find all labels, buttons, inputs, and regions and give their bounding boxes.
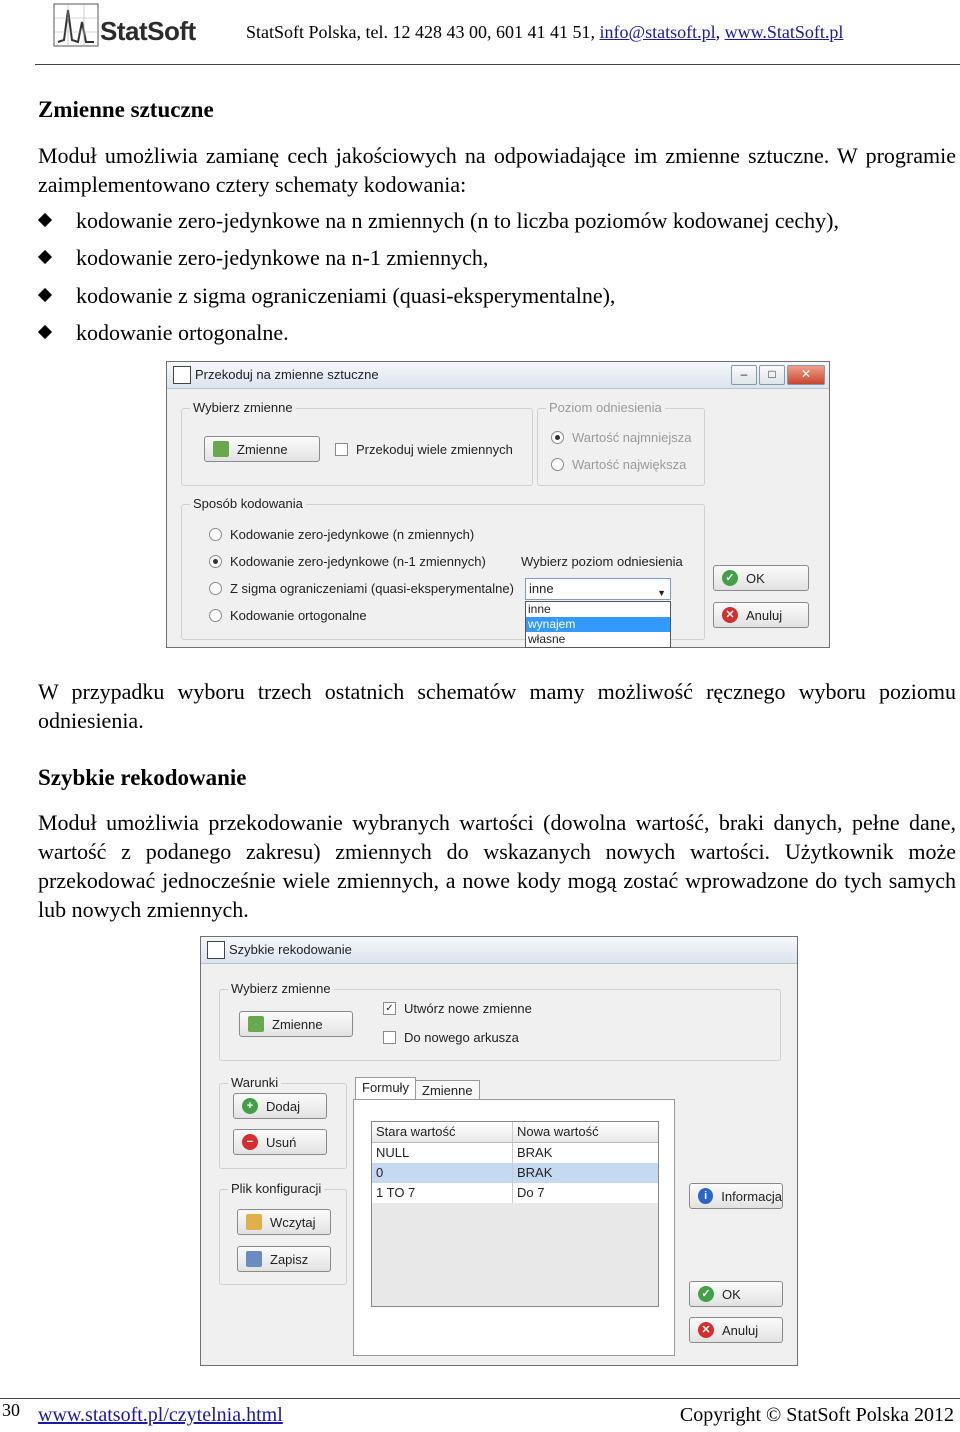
email-link[interactable]: info@statsoft.pl — [599, 22, 716, 42]
dropdown-item[interactable]: inne — [528, 602, 551, 616]
table-cell[interactable]: Do 7 — [517, 1185, 545, 1200]
radio[interactable] — [551, 431, 564, 444]
quick-recode-dialog — [200, 936, 798, 1366]
checkbox-new-sheet[interactable] — [383, 1030, 519, 1045]
recode-table — [371, 1121, 659, 1307]
radio[interactable] — [209, 528, 222, 541]
tab-formulas[interactable]: Formuły — [355, 1077, 416, 1101]
radio-label: Kodowanie zero-jedynkowe (n-1 zmiennych) — [230, 554, 486, 569]
checkbox[interactable] — [383, 1031, 396, 1044]
radio-label: Wartość największa — [572, 457, 687, 472]
information-button[interactable] — [689, 1183, 783, 1209]
radio[interactable] — [209, 609, 222, 622]
button-label: OK — [746, 570, 765, 586]
variables-icon — [213, 441, 229, 457]
radio-coding-sigma[interactable] — [209, 581, 514, 596]
dialog-title: Przekoduj na zmienne sztuczne — [195, 367, 379, 382]
section-heading-dummy-variables: Zmienne sztuczne — [38, 97, 214, 122]
check-icon: ✓ — [698, 1286, 714, 1302]
table-cell[interactable]: BRAK — [517, 1165, 553, 1180]
bullet-item — [40, 318, 289, 347]
check-icon: ✓ — [722, 570, 738, 586]
app-icon — [207, 941, 225, 959]
diamond-bullet-icon — [38, 250, 52, 264]
button-label: Wczytaj — [270, 1214, 316, 1230]
button-label: Anuluj — [722, 1322, 759, 1338]
footer-divider — [0, 1398, 960, 1399]
radio-label: Kodowanie zero-jedynkowe (n zmiennych) — [230, 527, 475, 542]
radio-coding-orthogonal[interactable] — [209, 608, 367, 623]
pick-level-label: Wybierz poziom odniesienia — [521, 554, 683, 569]
maximize-button[interactable]: □ — [759, 365, 785, 385]
group-reference-level — [537, 400, 705, 486]
radio-label: Kodowanie ortogonalne — [230, 608, 367, 623]
info-icon: i — [698, 1188, 713, 1204]
dialog-title: Szybkie rekodowanie — [229, 942, 352, 957]
button-label: Zmienne — [237, 441, 288, 457]
table-cell[interactable]: NULL — [372, 1143, 513, 1163]
page-number: 30 — [2, 1400, 20, 1420]
button-label: Anuluj — [746, 607, 783, 623]
radio-coding-n-1[interactable] — [209, 554, 486, 569]
bullet-text: kodowanie z sigma ograniczeniami (quasi-eksperymentalne), — [76, 283, 616, 308]
button-label: Usuń — [266, 1134, 297, 1150]
column-header[interactable]: Stara wartość — [372, 1122, 513, 1142]
contact-prefix: StatSoft Polska, tel. 12 428 43 00, 601 41 41 51, — [246, 22, 600, 42]
column-header[interactable]: Nowa wartość — [517, 1124, 599, 1139]
floppy-disk-icon — [246, 1251, 262, 1267]
radio[interactable] — [551, 458, 564, 471]
save-button[interactable] — [237, 1246, 331, 1272]
section-heading-quick-recode: Szybkie rekodowanie — [38, 765, 247, 790]
variables-icon — [248, 1016, 264, 1032]
radio[interactable] — [209, 582, 222, 595]
tab-variables[interactable]: Zmienne — [415, 1080, 480, 1101]
group-label: Sposób kodowania — [190, 496, 306, 511]
button-label: OK — [722, 1286, 741, 1302]
combo-value: inne — [529, 581, 554, 596]
checkbox-label: Przekoduj wiele zmiennych — [356, 442, 513, 457]
remove-button[interactable] — [233, 1129, 327, 1155]
bullet-text: kodowanie ortogonalne. — [76, 320, 289, 345]
checkbox[interactable] — [335, 443, 348, 456]
dropdown-item[interactable]: własne — [528, 632, 566, 646]
footer-link[interactable]: www.statsoft.pl/czytelnia.html — [38, 1404, 283, 1426]
bullet-item — [40, 243, 488, 272]
bullet-text: kodowanie zero-jedynkowe na n zmiennych (n to liczba poziomów kodowanej cechy), — [76, 208, 840, 233]
table-row[interactable] — [372, 1143, 658, 1163]
table-cell[interactable]: BRAK — [517, 1145, 553, 1160]
button-label: Dodaj — [266, 1098, 300, 1114]
ok-button[interactable] — [713, 565, 809, 591]
minimize-button[interactable]: – — [731, 365, 757, 385]
plus-icon: + — [242, 1098, 258, 1114]
group-label: Plik konfiguracji — [228, 1181, 324, 1196]
close-button[interactable]: ✕ — [787, 365, 825, 385]
dummy-variables-dialog — [166, 361, 830, 648]
header-divider — [35, 64, 960, 65]
window-buttons — [731, 365, 825, 385]
button-label: Zmienne — [272, 1016, 323, 1032]
dropdown-item-selected[interactable]: wynajem — [526, 617, 670, 632]
radio-label: Z sigma ograniczeniami (quasi-eksperymentalne) — [230, 581, 514, 596]
button-label: Zapisz — [270, 1251, 309, 1267]
table-cell[interactable]: 1 TO 7 — [372, 1183, 513, 1203]
diamond-bullet-icon — [38, 325, 52, 339]
website-link[interactable]: www.StatSoft.pl — [724, 22, 844, 42]
checkbox[interactable]: ✓ — [383, 1002, 396, 1015]
table-row[interactable] — [372, 1183, 658, 1203]
radio-label: Wartość najmniejsza — [572, 430, 692, 445]
checkbox-create-new-vars[interactable] — [383, 1001, 532, 1016]
bullet-item — [40, 206, 839, 235]
checkbox-recode-multiple[interactable] — [335, 442, 513, 457]
section1-intro: Moduł umożliwia zamianę cech jakościowych na odpowiadające im zmienne sztuczne. W programie zaimplementowano cztery schematy kodowania: — [38, 143, 956, 197]
group-label: Wybierz zmienne — [190, 400, 296, 415]
logo-text: StatSoft — [100, 16, 196, 46]
group-label: Poziom odniesienia — [546, 400, 665, 415]
load-button[interactable] — [237, 1209, 331, 1235]
close-icon: ✕ — [698, 1322, 714, 1338]
section2-body: Moduł umożliwia przekodowanie wybranych wartości (dowolna wartość, braki danych, pełne dane, wartość z podanego zakresu) zmiennych do wskazanych nowych wartości. Użytkownik może przekodować jednocześnie wiele zmiennych, a nowe kody mogą zostać wprowadzone do tych samych lub nowych zmiennych. — [38, 810, 956, 922]
radio-coding-n[interactable] — [209, 527, 474, 542]
radio-level-max[interactable] — [551, 457, 686, 472]
app-icon — [173, 366, 191, 384]
checkbox-label: Utwórz nowe zmienne — [404, 1001, 532, 1016]
cancel-button[interactable] — [713, 602, 809, 628]
header-contact — [246, 22, 843, 43]
checkbox-label: Do nowego arkusza — [404, 1030, 519, 1045]
ok-button[interactable] — [689, 1281, 783, 1307]
folder-icon — [246, 1214, 262, 1230]
dialog-titlebar — [167, 362, 829, 389]
minus-icon: − — [242, 1134, 258, 1150]
diamond-bullet-icon — [38, 288, 52, 302]
contact-separator: , — [715, 22, 725, 42]
button-label: Informacja — [721, 1188, 782, 1204]
bullet-item — [40, 281, 615, 310]
add-button[interactable] — [233, 1093, 327, 1119]
variables-button[interactable] — [239, 1011, 353, 1037]
cancel-button[interactable] — [689, 1317, 783, 1343]
radio[interactable] — [209, 555, 222, 568]
table-row-selected[interactable] — [372, 1163, 658, 1183]
variables-button[interactable] — [204, 436, 320, 462]
reference-level-combo[interactable] — [525, 578, 671, 600]
table-header — [372, 1122, 658, 1143]
diamond-bullet-icon — [38, 213, 52, 227]
reference-level-dropdown — [525, 601, 671, 648]
footer-copyright: Copyright © StatSoft Polska 2012 — [679, 1404, 954, 1426]
section1-after-text: W przypadku wyboru trzech ostatnich schematów mamy możliwość ręcznego wyboru poziomu odniesienia. — [38, 679, 956, 733]
table-cell[interactable]: 0 — [372, 1163, 513, 1183]
group-label: Warunki — [228, 1075, 281, 1090]
group-label: Wybierz zmienne — [228, 981, 334, 996]
bullet-text: kodowanie zero-jedynkowe na n-1 zmiennych, — [76, 245, 489, 270]
dialog-titlebar — [201, 937, 797, 964]
radio-level-min[interactable] — [551, 430, 691, 445]
close-icon: ✕ — [722, 607, 738, 623]
chevron-down-icon: ▼ — [657, 588, 666, 598]
